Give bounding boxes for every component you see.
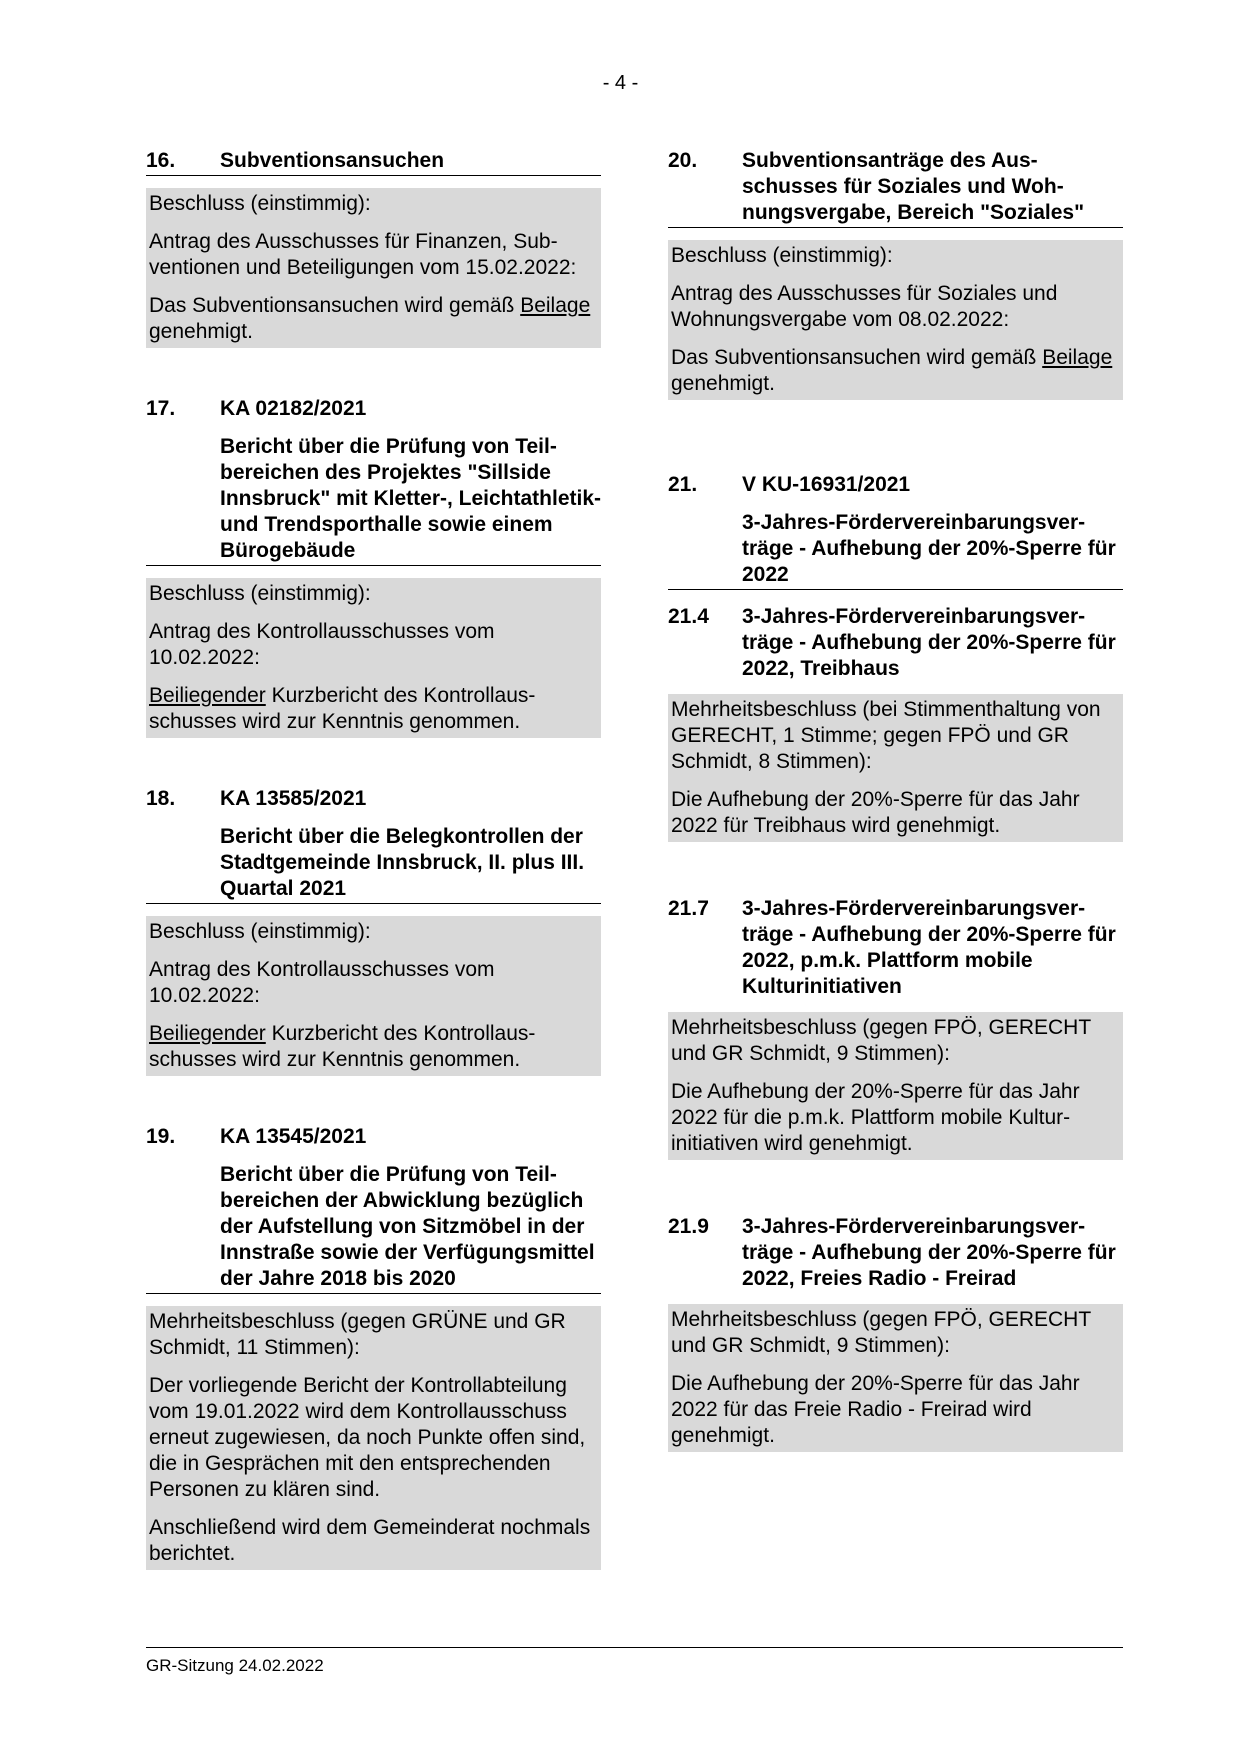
decision-box: [668, 240, 1123, 400]
decision-type: Beschluss (einstimmig):: [149, 920, 371, 943]
item-subtitle: Bericht über die Belegkontrollen der Stadtgemeinde Innsbruck, II. plus III. Quartal 2021: [220, 825, 585, 900]
decision-box: [668, 694, 1123, 842]
decision-text: Die Aufhebung der 20%-Sperre für das Jahr 2022 für Treibhaus wird genehmigt.: [671, 788, 1080, 837]
agenda-item-21-7: [668, 896, 1123, 1160]
decision-box: [146, 1306, 601, 1570]
decision-type: Beschluss (einstimmig):: [671, 244, 893, 267]
decision-type: Beschluss (einstimmig):: [149, 192, 371, 215]
attachment-link[interactable]: Beilage: [520, 294, 591, 317]
motion-text: Antrag des Ausschusses für Soziales und Wohnungsvergabe vom 08.02.2022:: [671, 282, 1058, 331]
item-number: 19.: [146, 1125, 176, 1148]
agenda-item-20: [668, 148, 1123, 400]
agenda-item-16: [146, 148, 601, 348]
motion-text: Antrag des Kontrollausschusses vom 10.02.2022:: [149, 620, 495, 669]
item-number: 20.: [668, 149, 698, 172]
decision-box: [668, 1304, 1123, 1452]
decision-text: Die Aufhebung der 20%-Sperre für das Jahr 2022 für das Freie Radio - Freirad wird genehmigt.: [671, 1372, 1080, 1447]
item-subtitle: Bericht über die Prüfung von Teilbereichen der Abwicklung bezüglich der Aufstellung von Sitzmöbel in der Innstraße sowie der Verfügungsmittel der Jahre 2018 bis 2020: [220, 1163, 595, 1290]
decision-box: [146, 916, 601, 1076]
decision-text: Der vorliegende Bericht der Kontrollabteilung vom 19.01.2022 wird dem Kontrollausschuss erneut zugewiesen, da noch Punkte offen sind, die in Gesprächen mit den entsprechenden Personen zu klären sind.: [149, 1374, 586, 1501]
decision-type: Mehrheitsbeschluss (bei Stimmenthaltung von GERECHT, 1 Stimme; gegen FPÖ und GR Schmidt, 8 Stimmen):: [671, 698, 1101, 773]
attachment-link[interactable]: Beilage: [1042, 346, 1113, 369]
decision-type: Beschluss (einstimmig):: [149, 582, 371, 605]
agenda-item-21: [668, 472, 1123, 590]
decision-type: Mehrheitsbeschluss (gegen GRÜNE und GR Schmidt, 11 Stimmen):: [149, 1310, 566, 1359]
page-number: - 4 -: [602, 72, 639, 94]
item-title: Subventionsanträge des Ausschusses für Soziales und Wohnungsvergabe, Bereich "Soziales": [742, 149, 1085, 224]
attachment-link[interactable]: Beiliegender: [149, 684, 266, 707]
motion-text: Antrag des Kontrollausschusses vom 10.02.2022:: [149, 958, 495, 1007]
item-number: 21.9: [668, 1215, 709, 1238]
agenda-item-21-9: [668, 1214, 1123, 1452]
item-title: 3-Jahres-Fördervereinbarungsverträge - Aufhebung der 20%-Sperre für 2022, Freies Radio - Freirad: [742, 1215, 1116, 1290]
decision-type: Mehrheitsbeschluss (gegen FPÖ, GERECHT und GR Schmidt, 9 Stimmen):: [671, 1016, 1091, 1065]
agenda-item-18: [146, 786, 601, 1076]
decision-text: Beiliegender Kurzbericht des Kontrollausschusses wird zur Kenntnis genommen.: [149, 684, 536, 733]
decision-text: Das Subventionsansuchen wird gemäß Beilage genehmigt.: [149, 294, 591, 343]
item-subtitle: Bericht über die Prüfung von Teilbereichen des Projektes "Sillside Innsbruck" mit Kletter-, Leichtathletik- und Trendsporthalle sowie einem Bürogebäude: [220, 435, 602, 562]
item-number: 21.7: [668, 897, 709, 920]
motion-text: Antrag des Ausschusses für Finanzen, Subventionen und Beteiligungen vom 15.02.2022:: [149, 230, 577, 279]
item-number: 21.: [668, 473, 698, 496]
item-title: KA 13585/2021: [220, 787, 367, 810]
item-title: KA 13545/2021: [220, 1125, 367, 1148]
item-title: 3-Jahres-Fördervereinbarungsverträge - Aufhebung der 20%-Sperre für 2022, Treibhaus: [742, 605, 1116, 680]
decision-type: Mehrheitsbeschluss (gegen FPÖ, GERECHT und GR Schmidt, 9 Stimmen):: [671, 1308, 1091, 1357]
left-column: [146, 148, 601, 1618]
decision-text: Die Aufhebung der 20%-Sperre für das Jahr 2022 für die p.m.k. Plattform mobile Kulturinitiativen wird genehmigt.: [671, 1080, 1080, 1155]
attachment-link[interactable]: Beiliegender: [149, 1022, 266, 1045]
item-title: KA 02182/2021: [220, 397, 367, 420]
item-number: 17.: [146, 397, 176, 420]
decision-box: [668, 1012, 1123, 1160]
item-number: 21.4: [668, 605, 709, 628]
decision-box: [146, 578, 601, 738]
item-number: 18.: [146, 787, 176, 810]
agenda-item-21-4: [668, 604, 1123, 842]
agenda-item-19: [146, 1124, 601, 1570]
decision-text: Das Subventionsansuchen wird gemäß Beilage genehmigt.: [671, 346, 1113, 395]
right-column: [668, 148, 1123, 1500]
item-number: 16.: [146, 149, 176, 172]
decision-text: Beiliegender Kurzbericht des Kontrollausschusses wird zur Kenntnis genommen.: [149, 1022, 536, 1071]
footer-divider: [146, 1647, 1123, 1648]
item-subtitle: 3-Jahres-Fördervereinbarungsverträge - Aufhebung der 20%-Sperre für 2022: [742, 511, 1116, 586]
footer-text: GR-Sitzung 24.02.2022: [146, 1656, 324, 1675]
decision-note: Anschließend wird dem Gemeinderat nochmals berichtet.: [149, 1516, 591, 1565]
item-title: V KU-16931/2021: [742, 473, 911, 496]
agenda-item-17: [146, 396, 601, 738]
item-title: Subventionsansuchen: [220, 149, 445, 172]
decision-box: [146, 188, 601, 348]
item-title: 3-Jahres-Fördervereinbarungsverträge - Aufhebung der 20%-Sperre für 2022, p.m.k. Plattform mobile Kulturinitiativen: [742, 897, 1116, 998]
